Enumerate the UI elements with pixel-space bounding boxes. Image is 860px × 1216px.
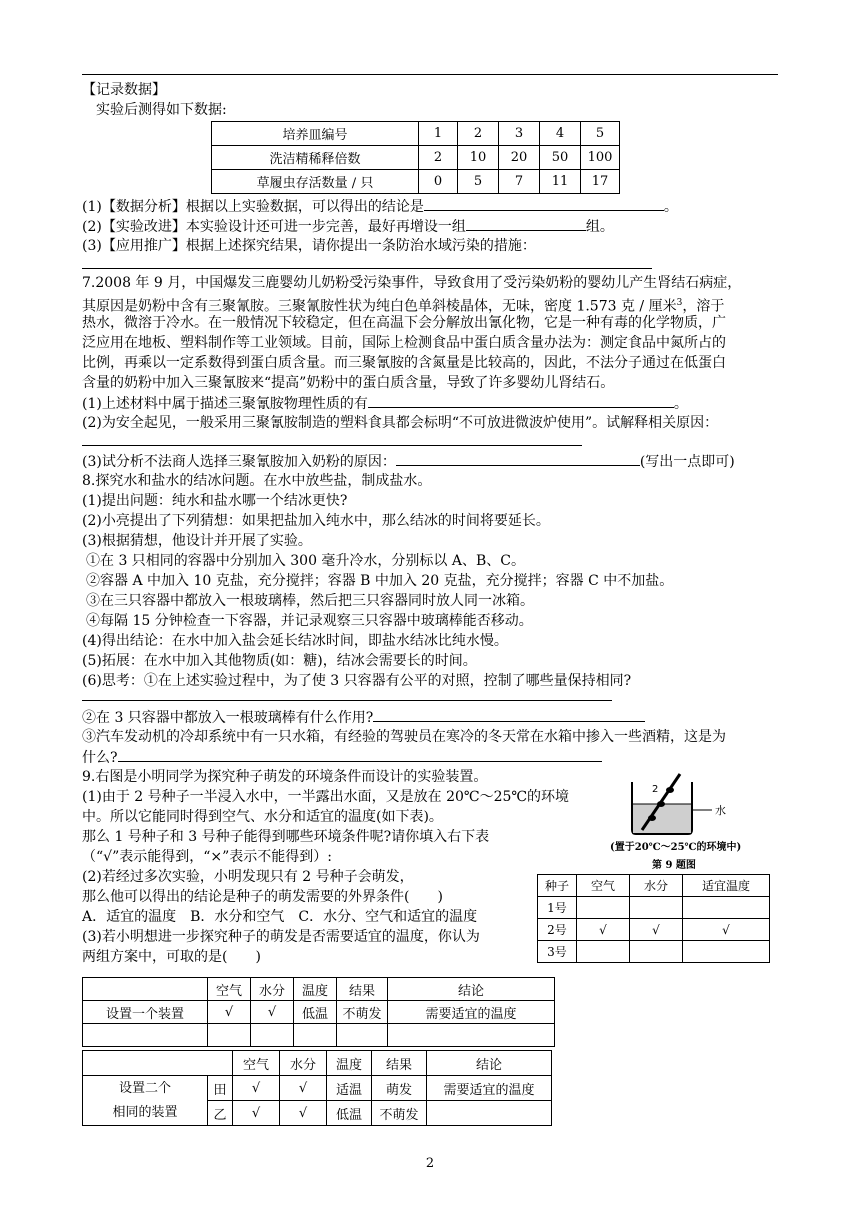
answer-cell[interactable] xyxy=(577,941,630,963)
q9-line: 中。所以它能同时得到空气、水分和适宜的温度(如下表)。 xyxy=(82,809,443,825)
page-number: 2 xyxy=(425,1156,435,1171)
q7-q3-end: (写出一点即可) xyxy=(639,454,735,470)
table-cell: √ xyxy=(280,1076,327,1101)
table-cell: 设置一个装置 xyxy=(83,1001,208,1024)
table-header xyxy=(83,978,208,1001)
q8-think-3b xyxy=(82,747,602,768)
table-cell xyxy=(294,1024,337,1047)
answer-cell[interactable] xyxy=(630,897,683,919)
q7-para-4: 泛应用在地板、塑料制作等工业领域。目前，国际上检测食品中蛋白质含量办法为：测定食品中氮所占的 xyxy=(82,335,726,351)
table-cell: 3 xyxy=(499,122,540,146)
table-cell xyxy=(427,1101,552,1126)
table-cell: 2 xyxy=(458,122,499,146)
table-header: 水分 xyxy=(251,978,294,1001)
q8-step: (6)思考：①在上述实验过程中，为了使 3 只容器有公平的对照，控制了哪些量保持相同? xyxy=(82,673,632,689)
data-table xyxy=(211,121,620,194)
figure-number: 第 9 题图 xyxy=(652,860,696,871)
table-cell xyxy=(83,1024,208,1047)
section-title: 【记录数据】 xyxy=(82,82,166,98)
table-row xyxy=(83,1051,552,1076)
group-label-1: 设置二个 xyxy=(118,1080,171,1096)
table-cell: 5 xyxy=(458,170,499,194)
table-cell: 萌发 xyxy=(372,1076,427,1101)
table-cell: 1 xyxy=(419,122,458,146)
table-row xyxy=(83,1024,555,1047)
table-cell xyxy=(337,1024,388,1047)
water-label: 水 xyxy=(715,804,726,817)
q7-para-3: 热水，微溶于冷水。在一般情况下较稳定，但在高温下会分解放出氰化物，它是一种有毒的化学物质，广 xyxy=(82,315,726,331)
q9-line: 那么他可以得出的结论是种子的萌发需要的外界条件( ) xyxy=(82,889,443,905)
table-header: 空气 xyxy=(577,875,630,897)
answer-blank[interactable] xyxy=(373,707,645,722)
table-cell: 10 xyxy=(458,146,499,170)
table-header: 温度 xyxy=(327,1051,372,1076)
table-cell: 低温 xyxy=(327,1101,372,1126)
answer-blank[interactable] xyxy=(424,196,664,211)
table-row xyxy=(538,941,770,963)
table-header xyxy=(83,1051,233,1076)
q8-step: (3)根据猜想，他设计并开展了实验。 xyxy=(82,533,312,549)
q7-q1-end: 。 xyxy=(673,396,688,412)
table-cell: 0 xyxy=(419,170,458,194)
answer-line[interactable] xyxy=(82,700,612,701)
table-row xyxy=(538,897,770,919)
q9-title: 9.右图是小明同学为探究种子萌发的环境条件而设计的实验装置。 xyxy=(82,769,488,785)
table-cell: 2号 xyxy=(538,919,577,941)
answer-cell[interactable] xyxy=(577,897,630,919)
table-header: 温度 xyxy=(294,978,337,1001)
table-cell: 适温 xyxy=(327,1076,372,1101)
table-row xyxy=(212,170,620,194)
answer-blank[interactable] xyxy=(368,393,674,408)
table-header: 空气 xyxy=(208,978,251,1001)
q9-line: (1)由于 2 号种子一半浸入水中，一半露出水面，又是放在 20℃～25℃的环境 xyxy=(82,789,570,805)
table-cell: √ xyxy=(233,1076,280,1101)
table-header: 适宜温度 xyxy=(683,875,770,897)
section-intro: 实验后测得如下数据: xyxy=(96,102,227,118)
table-cell: 5 xyxy=(581,122,620,146)
table-cell: 乙 xyxy=(208,1101,233,1126)
q9-choices: A．适宜的温度 B．水分和空气 C．水分、空气和适宜的温度 xyxy=(82,909,478,925)
table-header: 水分 xyxy=(280,1051,327,1076)
q3-application: (3)【应用推广】根据上述探究结果，请你提出一条防治水域污染的措施： xyxy=(82,238,536,254)
table-header: 种子 xyxy=(538,875,577,897)
answer-line[interactable] xyxy=(82,445,582,446)
table-cell: 3号 xyxy=(538,941,577,963)
table-cell: √ xyxy=(280,1101,327,1126)
q7-para-6: 含量的奶粉中加入三聚氰胺来“提高”奶粉中的蛋白质含量，导致了许多婴幼儿肾结石。 xyxy=(82,375,615,391)
superscript: 3 xyxy=(676,298,683,308)
table-cell: 需要适宜的温度 xyxy=(427,1076,552,1101)
q7-q2: (2)为安全起见，一般采用三聚氰胺制造的塑料食具都会标明“不可放进微波炉使用”。试解释相关原因： xyxy=(82,415,719,431)
table-row xyxy=(83,978,555,1001)
table-row xyxy=(212,122,620,146)
table-cell xyxy=(388,1024,555,1047)
answer-line[interactable] xyxy=(82,268,652,269)
table-row xyxy=(538,919,770,941)
q8-step: (2)小亮提出了下列猜想：如果把盐加入纯水中，那么结冰的时间将要延长。 xyxy=(82,513,550,529)
q1-text: (1)【数据分析】根据以上实验数据，可以得出的结论是 xyxy=(82,199,424,215)
q8-substep: ④每隔 15 分钟检查一下容器，并记录观察三只容器中玻璃棒能否移动。 xyxy=(86,613,533,629)
q7-q3-text: (3)试分析不法商人选择三聚氰胺加入奶粉的原因： xyxy=(82,454,396,470)
q7-para-1: 7.2008 年 9 月，中国爆发三鹿婴幼儿奶粉受污染事件，导致食用了受污染奶粉的婴幼儿产生肾结石病症， xyxy=(82,275,742,291)
table-cell: 100 xyxy=(581,146,620,170)
table-header: 空气 xyxy=(233,1051,280,1076)
q7-q1-text: (1)上述材料中属于描述三聚氰胺物理性质的有 xyxy=(82,396,368,412)
q9-line: 两组方案中，可取的是( ) xyxy=(82,949,261,965)
table-header: 结果 xyxy=(337,978,388,1001)
table-cell: √ xyxy=(630,919,683,941)
seed-germination-figure xyxy=(612,770,742,836)
table-cell xyxy=(251,1024,294,1047)
table-header: 结论 xyxy=(388,978,555,1001)
answer-blank[interactable] xyxy=(396,451,640,466)
table-row xyxy=(538,875,770,897)
q2-text: (2)【实验改进】本实验设计还可进一步完善，最好再增设一组 xyxy=(82,219,466,235)
q7-q1 xyxy=(82,393,688,414)
table-row xyxy=(83,1001,555,1024)
q7-q3 xyxy=(82,451,735,472)
table-cell: √ xyxy=(577,919,630,941)
group-label-2: 相同的装置 xyxy=(112,1104,178,1120)
q9-line: （“√”表示能得到，“×”表示不能得到）: xyxy=(82,849,332,865)
table-row xyxy=(83,1076,552,1101)
q8-substep: ②容器 A 中加入 10 克盐，充分搅拌；容器 B 中加入 20 克盐，充分搅拌；容器 C 中不加盐。 xyxy=(86,573,674,589)
table-cell xyxy=(208,1024,251,1047)
table-cell: √ xyxy=(208,1001,251,1024)
table-cell: √ xyxy=(251,1001,294,1024)
q1-data-analysis xyxy=(82,196,678,217)
answer-cell[interactable] xyxy=(683,897,770,919)
seed-conditions-table xyxy=(537,874,770,963)
table-cell: 需要适宜的温度 xyxy=(388,1001,555,1024)
header-rule xyxy=(82,74,778,75)
q9-line: 那么 1 号种子和 3 号种子能得到哪些环境条件呢?请你填入右下表 xyxy=(82,829,490,845)
table-cell: 4 xyxy=(540,122,581,146)
q8-think-2-text: ②在 3 只容器中都放入一根玻璃棒有什么作用? xyxy=(82,710,374,726)
table-cell: 不萌发 xyxy=(337,1001,388,1024)
q8-think-2 xyxy=(82,707,645,728)
q8-think-3: ③汽车发动机的冷却系统中有一只水箱，有经验的驾驶员在寒冷的冬天常在水箱中掺入一些酒精，这是为 xyxy=(82,729,726,745)
table-row xyxy=(212,146,620,170)
q2-end: 组。 xyxy=(585,219,614,235)
seed-2-label: 2 xyxy=(652,784,659,795)
table-cell: 11 xyxy=(540,170,581,194)
answer-cell[interactable] xyxy=(630,941,683,963)
figure-caption: (置于20℃～25℃的环境中) xyxy=(610,842,742,853)
table-cell: 洗洁精稀释倍数 xyxy=(212,146,419,170)
table-header: 结果 xyxy=(372,1051,427,1076)
table-cell: 不萌发 xyxy=(372,1101,427,1126)
q7-para-2b: ，溶于 xyxy=(682,298,725,315)
table-cell: √ xyxy=(683,919,770,941)
table-cell: 50 xyxy=(540,146,581,170)
table-cell: 20 xyxy=(499,146,540,170)
q8-title: 8.探究水和盐水的结冰问题。在水中放些盐，制成盐水。 xyxy=(82,473,432,489)
table-cell: 17 xyxy=(581,170,620,194)
answer-blank[interactable] xyxy=(466,216,586,231)
table-header: 水分 xyxy=(630,875,683,897)
q8-step: (5)拓展：在水中加入其他物质(如：糖)，结冰会需要长的时间。 xyxy=(82,653,477,669)
q1-end: 。 xyxy=(663,199,678,215)
table-cell: 低温 xyxy=(294,1001,337,1024)
q8-think-3b-text: 什么? xyxy=(82,750,118,766)
table-header: 结论 xyxy=(427,1051,552,1076)
q7-para-5: 比例，再乘以一定系数得到蛋白质含量。而三聚氰胺的含氮量是比较高的，因此，不法分子通过在低蛋白 xyxy=(82,355,726,371)
table-cell: 草履虫存活数量 / 只 xyxy=(212,170,419,194)
q2-improvement xyxy=(82,216,614,237)
q8-step: (4)得出结论：在水中加入盐会延长结冰时间，即盐水结冰比纯水慢。 xyxy=(82,633,508,649)
plan-one-table xyxy=(82,977,555,1047)
table-cell: 田 xyxy=(208,1076,233,1101)
answer-blank[interactable] xyxy=(118,747,602,762)
table-cell: 2 xyxy=(419,146,458,170)
q9-line: (3)若小明想进一步探究种子的萌发是否需要适宜的温度，你认为 xyxy=(82,929,480,945)
q8-step: (1)提出问题：纯水和盐水哪一个结冰更快? xyxy=(82,493,348,509)
table-cell: √ xyxy=(233,1101,280,1126)
table-cell: 1号 xyxy=(538,897,577,919)
q8-substep: ③在三只容器中都放入一根玻璃棒，然后把三只容器同时放人同一冰箱。 xyxy=(86,593,534,609)
answer-cell[interactable] xyxy=(683,941,770,963)
q8-substep: ①在 3 只相同的容器中分别加入 300 毫升冷水，分别标以 A、B、C。 xyxy=(86,553,525,569)
plan-two-table xyxy=(82,1050,552,1126)
table-cell: 7 xyxy=(499,170,540,194)
q7-para-2a: 其原因是奶粉中含有三聚氰胺。三聚氰胺性状为纯白色单斜棱晶体，无味，密度 1.573 克 / 厘米 xyxy=(82,298,677,315)
table-cell: 培养皿编号 xyxy=(212,122,419,146)
group-label xyxy=(83,1076,208,1126)
q9-line: (2)若经过多次实验，小明发现只有 2 号种子会萌发， xyxy=(82,869,414,885)
